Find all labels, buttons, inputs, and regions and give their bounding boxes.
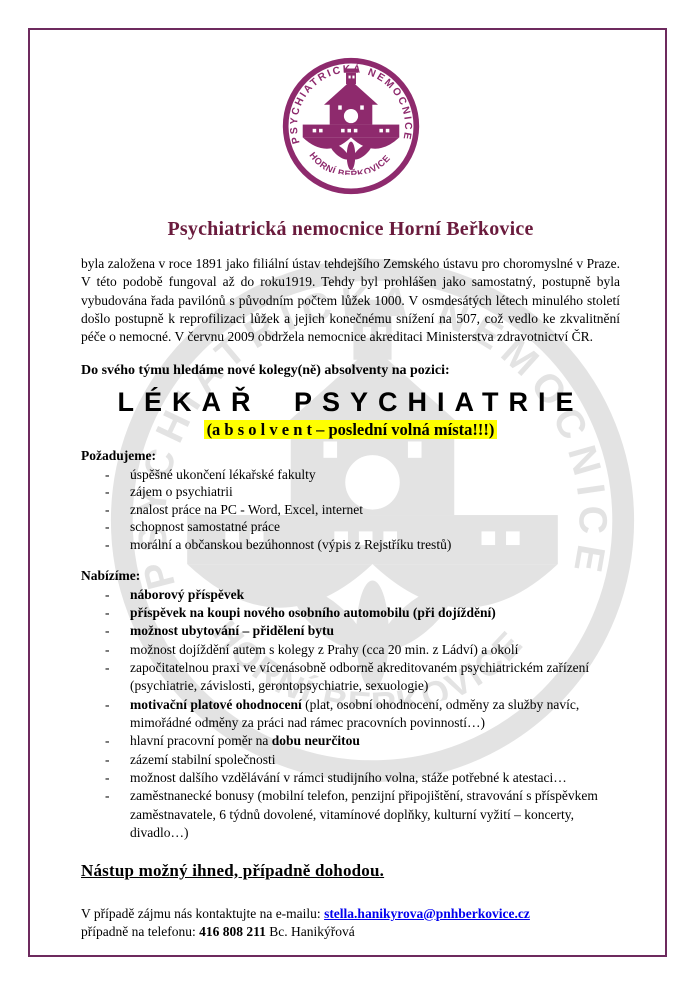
list-item: - schopnost samostatné práce — [105, 519, 280, 535]
contact-email-line — [81, 905, 620, 924]
list-item: - motivační platové ohodnocení (plat, osobní ohodnocení, odměny za služby navíc, mimořádné odměny za práci nad rámec pracovních povinností…) — [105, 696, 580, 731]
list-item: - zázemí stabilní společnosti — [81, 751, 620, 769]
list-item: - možnost dalšího vzdělávání v rámci studijního volna, stáže potřebné k atestaci… — [81, 769, 620, 787]
list-item: - zaměstnanecké bonusy (mobilní telefon, penzijní připojištění, stravování s příspěvkem zaměstnavatele, 6 týdnů dovolené, vitamínové doplňky, kulturní vyžití – koncerty, divadlo…) — [105, 788, 598, 841]
list-item: - možnost dojíždění autem s kolegy z Prahy (cca 20 min. z Ládví) a okolí — [81, 641, 620, 659]
dash-marker: - — [105, 751, 110, 767]
list-item: - znalost práce na PC - Word, Excel, internet — [105, 501, 363, 517]
contact-person-name: Bc. Hanikýřová — [265, 924, 355, 940]
dash-marker: - — [105, 466, 110, 482]
start-note: Nástup možný ihned, případně dohodou. — [81, 860, 385, 880]
dash-marker: - — [105, 770, 110, 786]
list-item: - hlavní pracovní poměr na dobu neurčitou — [81, 732, 620, 750]
offers-list — [81, 586, 620, 843]
hospital-logo — [280, 55, 422, 197]
list-item: - možnost ubytování – přidělení bytu — [81, 622, 620, 640]
dash-marker: - — [105, 519, 110, 535]
offers-label: Nabízíme: — [81, 567, 141, 583]
requirements-label: Požadujeme: — [81, 447, 156, 463]
dash-marker: - — [105, 696, 110, 712]
dash-marker: - — [105, 536, 110, 552]
flyer-content — [81, 55, 620, 942]
position-title: LÉKAŘ PSYCHIATRIE — [117, 386, 584, 417]
requirements-list — [81, 466, 620, 554]
list-item: - příspěvek na koupi nového osobního automobilu (při dojíždění) — [81, 604, 620, 622]
dash-marker: - — [105, 501, 110, 517]
dash-marker: - — [105, 733, 110, 749]
list-item: - zájem o psychiatrii — [105, 484, 233, 500]
contact-email-prefix: V případě zájmu nás kontaktujte na e-mailu: — [81, 905, 325, 921]
phone-number: 416 808 211 — [199, 924, 266, 940]
list-item: - náborový příspěvek — [81, 586, 620, 604]
dash-marker: - — [105, 659, 110, 675]
dash-marker: - — [105, 788, 110, 804]
dash-marker: - — [105, 484, 110, 500]
contact-phone-prefix: případně na telefonu: — [81, 924, 200, 940]
list-item: - morální a občanskou bezúhonnost (výpis z Rejstříku trestů) — [105, 536, 452, 552]
contact-phone-line — [81, 923, 620, 942]
vacancy-lead: Do svého týmu hledáme nové kolegy(ně) absolventy na pozici: — [81, 362, 450, 378]
page-title: Psychiatrická nemocnice Horní Beřkovice — [167, 218, 534, 240]
intro-paragraph: byla založena v roce 1891 jako filiální ústav tehdejšího Zemského ústavu pro choromyslné v Praze. V této podobě fungoval až do roku1919. Tehdy byl prohlášen jako samostatný, postupně byla vybudována řada pavilónů s původním počtem lůžek 1000. V osmdesátých létech minulého století došlo postupně k reprofilizaci lůžek a jejich konečnému snížení na 507, což vedlo ke zkvalitnění péče o nemocné. V červnu 2009 obdržela nemocnice akreditaci Ministerstva zdravotnictví ČR. — [81, 256, 620, 345]
dash-marker: - — [105, 586, 110, 602]
email-link[interactable]: stella.hanikyrova@pnhberkovice.cz — [324, 905, 530, 921]
dash-marker: - — [105, 623, 110, 639]
dash-marker: - — [105, 641, 110, 657]
list-item: - započitatelnou praxi ve vícenásobně odborně akreditovaném psychiatrickém zařízení (psychiatrie, závislosti, gerontopsychiatrie, sexuologie) — [105, 659, 590, 694]
list-item: - úspěšné ukončení lékařské fakulty — [105, 466, 316, 482]
vacancy-highlight: (a b s o l v e n t – poslední volná místa!!!) — [204, 420, 498, 439]
dash-marker: - — [105, 604, 110, 620]
